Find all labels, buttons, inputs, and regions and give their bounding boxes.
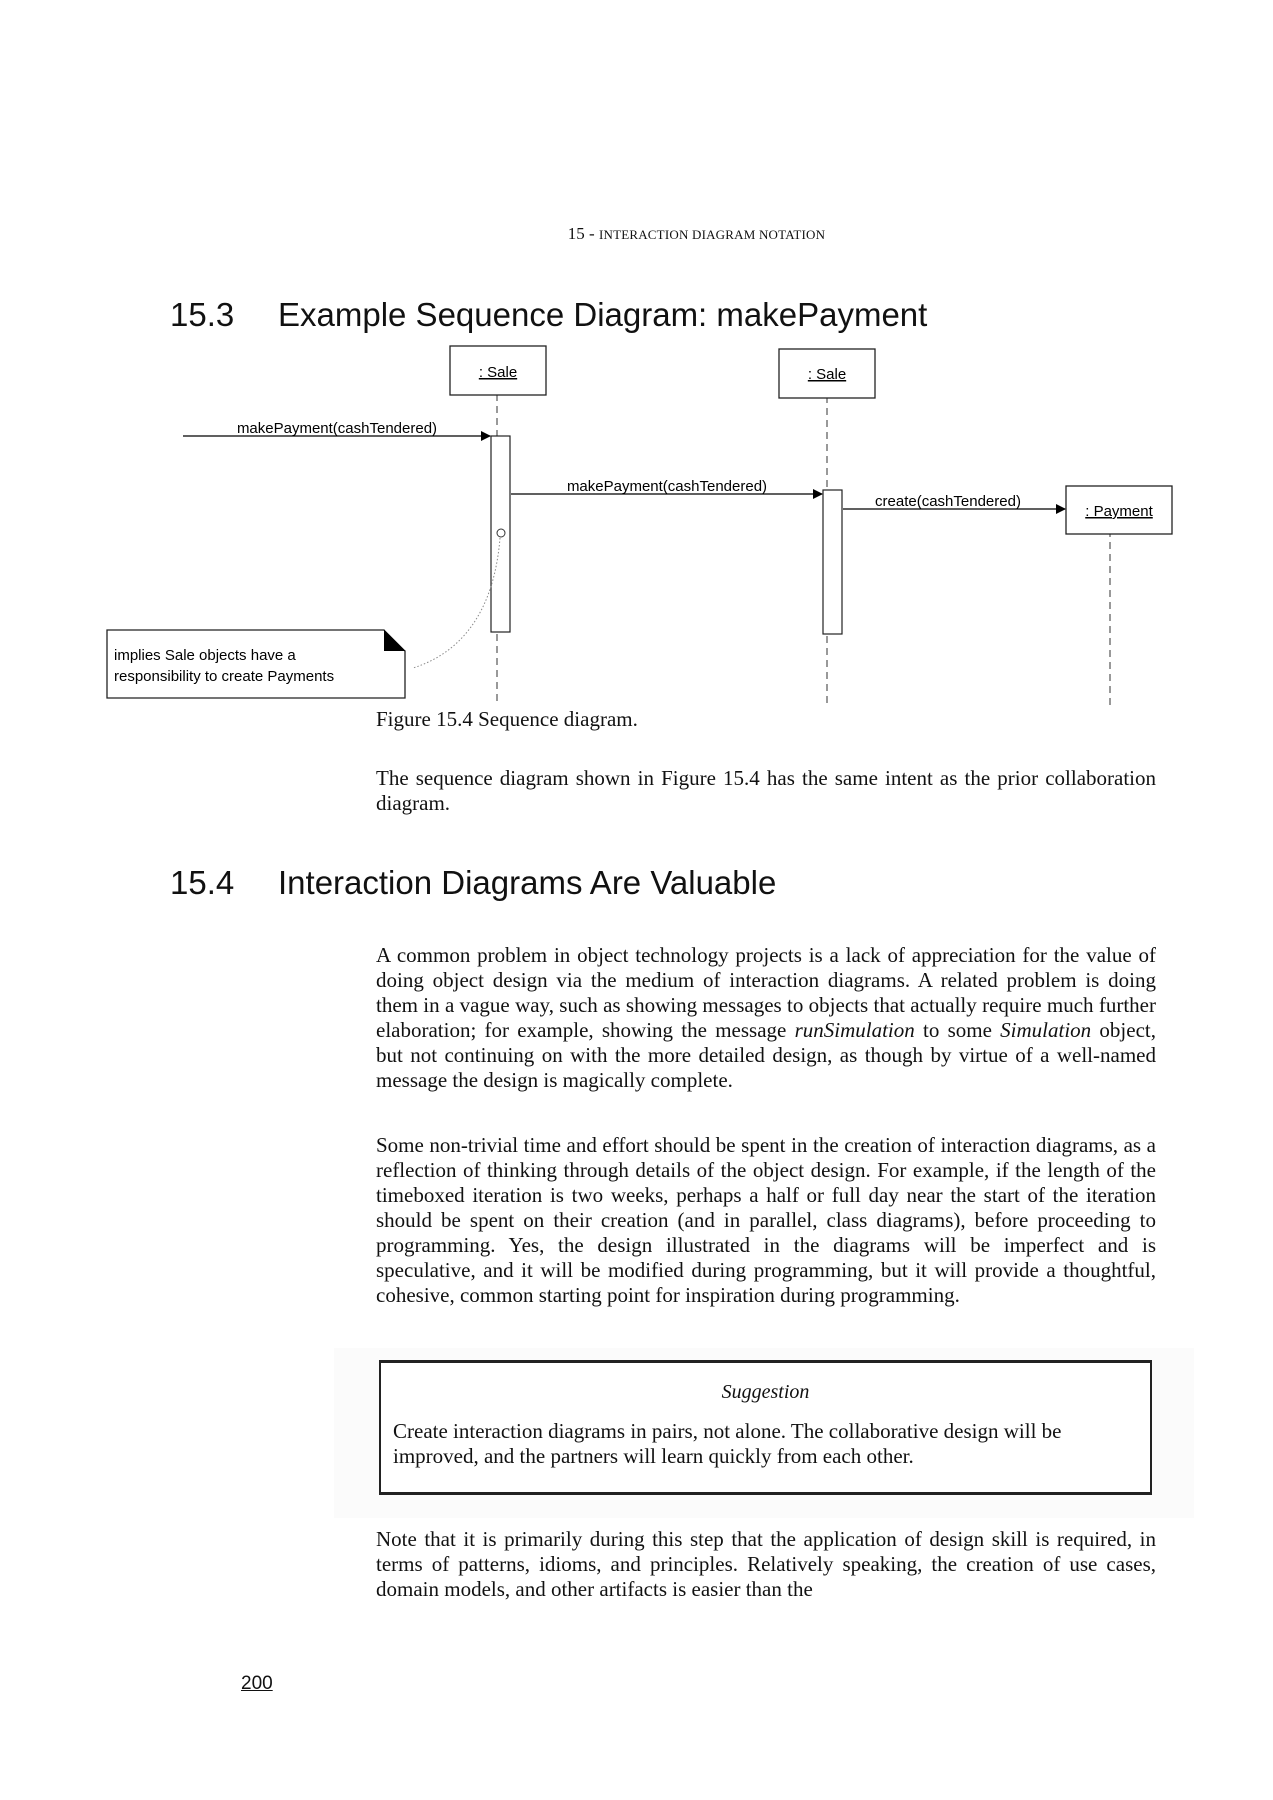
participant-sale1[interactable] — [450, 346, 546, 395]
message-label: makePayment(cashTendered) — [236, 420, 438, 437]
suggestion-text: Create interaction diagrams in pairs, not alone. The collaborative design will be improved, and the partners will learn quickly from each other. — [393, 1419, 1062, 1468]
note-connector — [413, 538, 500, 668]
note-line-1: implies Sale objects have a — [114, 647, 296, 664]
text-run: A common problem in object technology projects is a lack of appreciation for the value of doing object design via the medium of interaction diagrams. A related problem is doing them in a vague way, such as showing messages to objects that actually require much further elaboration; for example, showing the message — [376, 943, 1156, 1042]
figure-caption: Figure 15.4 Sequence diagram. — [376, 707, 638, 731]
message-2 — [511, 478, 822, 495]
suggestion-box — [379, 1360, 1152, 1495]
suggestion-title: Suggestion — [721, 1381, 810, 1403]
chapter-number: 15 - — [567, 224, 599, 243]
sequence-diagram — [0, 0, 1273, 720]
chapter-title: INTERACTION DIAGRAM NOTATION — [598, 227, 826, 242]
paragraph-design-skill: Note that it is primarily during this step that the application of design skill is required, in terms of patterns, idioms, and principles. Relatively speaking, the creation of use cases, domain models, and other artifacts is easier than the — [376, 1527, 1156, 1601]
text-run: to some — [914, 1018, 1001, 1042]
italic-term: runSimulation — [794, 1018, 915, 1042]
participant-label: : Payment — [1085, 503, 1153, 520]
section-title: Interaction Diagrams Are Valuable — [278, 864, 777, 901]
diagram-note — [107, 630, 405, 698]
paragraph-common-problem — [376, 943, 1156, 1093]
note-line-2: responsibility to create Payments — [114, 668, 335, 685]
italic-term: Simulation — [1000, 1018, 1092, 1042]
participant-label: : Sale — [478, 364, 518, 381]
section-heading-15-4 — [170, 864, 776, 902]
paragraph-time-effort: Some non-trivial time and effort should be spent in the creation of interaction diagrams, as a reflection of thinking through details of the object design. For example, if the length of the timeboxed iteration is two weeks, perhaps a half or full day near the start of the iteration should be spent on their creation (and in parallel, class diagrams), before proceeding to programming. Yes, the design illustrated in the diagrams will be imperfect and is speculative, and it will be modified during programming, but it will provide a thoughtful, cohesive, common starting point for inspiration during programming. — [376, 1133, 1156, 1307]
page-number: 200 — [241, 1673, 273, 1694]
note-anchor-circle — [497, 529, 505, 537]
participant-label: : Sale — [807, 366, 847, 383]
text-run: object, but not continuing on with the more detailed design, as though by virtue of a well-named message the design is magically complete. — [376, 1018, 1156, 1092]
section-number: 15.4 — [170, 864, 235, 901]
section-title: Example Sequence Diagram: makePayment — [278, 296, 928, 333]
message-1 — [183, 420, 490, 437]
message-label: makePayment(cashTendered) — [566, 478, 768, 495]
activation-bar-sale2 — [823, 490, 842, 634]
participant-sale2[interactable] — [779, 349, 875, 398]
paragraph-figure-intent: The sequence diagram shown in Figure 15.4 has the same intent as the prior collaboration diagram. — [376, 766, 1156, 815]
message-3 — [843, 493, 1065, 510]
section-number: 15.3 — [170, 296, 235, 333]
participant-payment[interactable] — [1066, 486, 1172, 534]
message-label: create(cashTendered) — [875, 493, 1021, 510]
